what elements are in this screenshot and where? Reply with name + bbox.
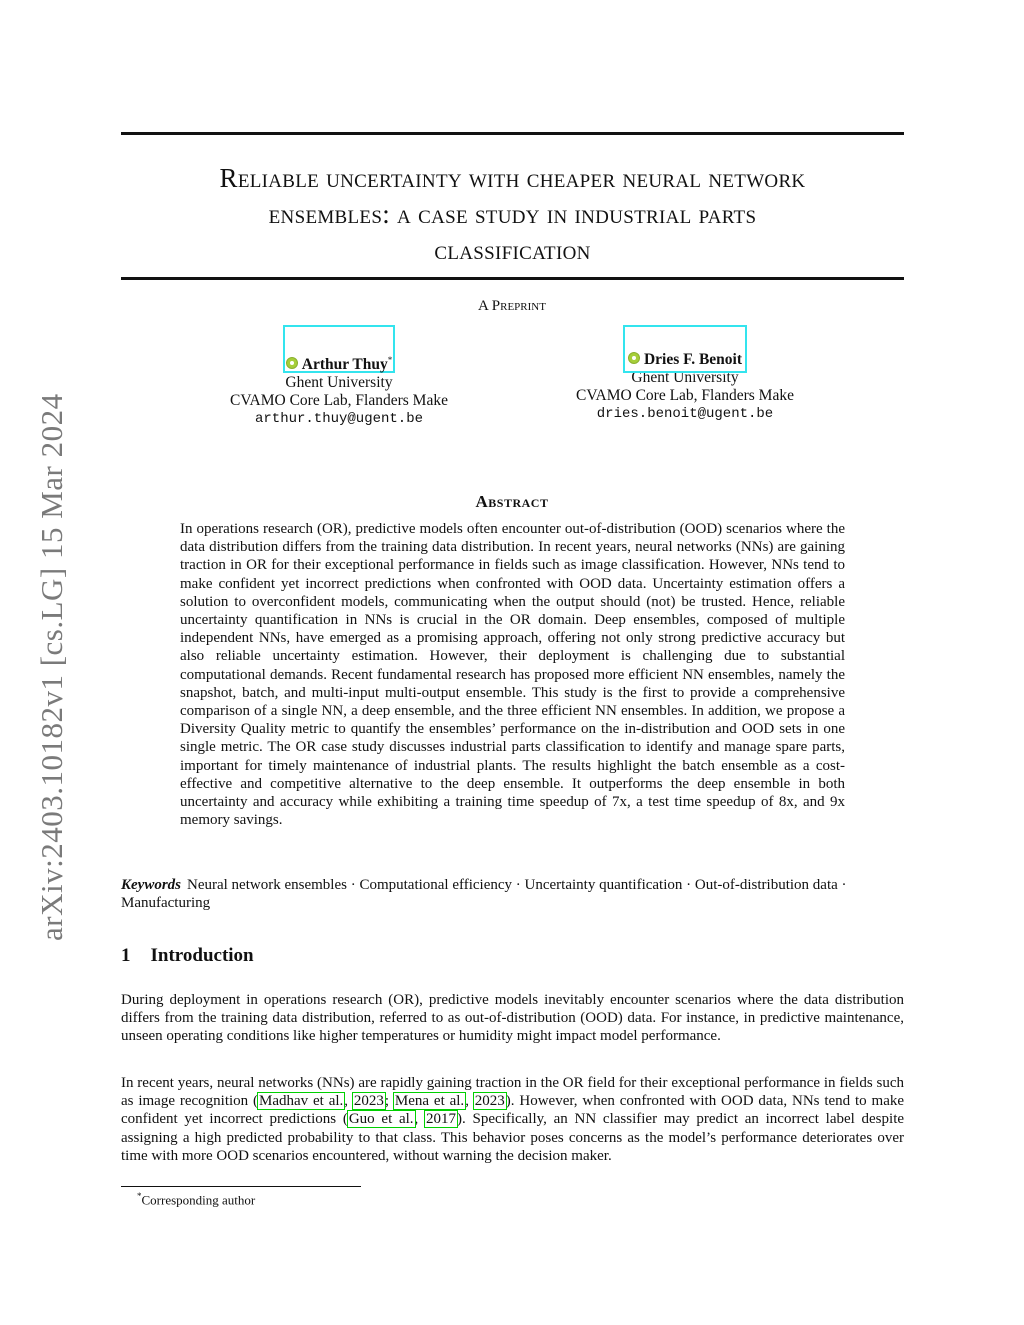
paragraph-text: ). However, when confronted with OOD data, NNs tend to make confident yet incorrect predictions (: [121, 1093, 905, 1128]
section-title: Introduction: [150, 945, 254, 966]
citation-year-link[interactable]: 2023: [474, 1093, 505, 1110]
footnote-rule: [121, 1186, 361, 1187]
paragraph-text: In recent years, neural networks (NNs) are rapidly gaining traction in the OR field for their exceptional performance in fields such as image recognition (: [121, 1075, 904, 1110]
footnote: [137, 1191, 255, 1208]
title-bottom-rule: [121, 277, 904, 280]
citation-link[interactable]: Madhav et al.: [259, 1093, 344, 1110]
author-affiliation: Ghent University: [285, 374, 393, 392]
preprint-label: A Preprint: [478, 298, 546, 314]
author-email[interactable]: arthur.thuy@ugent.be: [254, 411, 424, 428]
author-lab: CVAMO Core Lab, Flanders Make: [576, 387, 794, 404]
section-heading: [121, 945, 254, 967]
title-top-rule: [121, 132, 904, 135]
author-block-2: [515, 351, 855, 423]
abstract-heading: Abstract: [475, 492, 549, 511]
title-line: Reliable uncertainty with cheaper neural network: [219, 163, 806, 193]
corresponding-marker: *: [387, 355, 393, 365]
paper-title: [121, 160, 904, 268]
footnote-text: Corresponding author: [141, 1192, 256, 1208]
keywords-label: Keywords: [121, 877, 181, 893]
title-line: ensembles: a case study in industrial parts: [268, 199, 757, 229]
citation-year-link[interactable]: 2017: [426, 1111, 457, 1128]
orcid-icon[interactable]: [286, 357, 298, 369]
intro-paragraph-2: In recent years, neural networks (NNs) are rapidly gaining traction in the OR field for their exceptional performance in fields such as image recognition (Madhav et al., 2023; Mena et al., 2023). However, when confronted with OOD data, NNs tend to make confident yet incorrect predictions (Guo et al., 2017). Specifically, an NN classifier may predict an incorrect label despite assigning a high predicted probability to that class. This behavior poses concerns as the model’s performance deteriorates over time with more OOD scenarios encountered, without warning the decision maker.: [121, 1075, 905, 1164]
citation-year-link[interactable]: 2023: [353, 1093, 384, 1110]
author-name[interactable]: Arthur Thuy: [301, 356, 388, 374]
author-email[interactable]: dries.benoit@ugent.be: [596, 406, 774, 422]
author-name[interactable]: Dries F. Benoit: [643, 351, 743, 368]
arxiv-side-stamp: arXiv:2403.10182v1 [cs.LG] 15 Mar 2024: [34, 393, 69, 941]
citation-separator: ;: [384, 1093, 394, 1110]
title-line: classification: [434, 235, 591, 265]
section-number: 1: [121, 945, 131, 966]
author-lab: CVAMO Core Lab, Flanders Make: [230, 392, 448, 410]
orcid-icon[interactable]: [628, 352, 640, 364]
intro-paragraph-1: During deployment in operations research (OR), predictive models inevitably encounter scenarios where the data distribution differs from the training data distribution, referred to as out-of-distribution (OOD) data. For instance, in predictive maintenance, unseen operating conditions like higher temperatures or humidity might impact model performance.: [121, 992, 904, 1045]
author-affiliation: Ghent University: [631, 369, 739, 386]
citation-link[interactable]: Guo et al.: [348, 1111, 414, 1128]
keywords-text: Neural network ensembles · Computational efficiency · Uncertainty quantification · Out-of-distribution data · Manufacturing: [121, 877, 847, 912]
abstract-text: In operations research (OR), predictive models often encounter out-of-distribution (OOD) scenarios where the data distribution differs from the training data distribution. In recent years, neural networks (NNs) are gaining traction in OR for their exceptional performance in fields such as image classification. However, NNs tend to make confident yet incorrect predictions when confronted with OOD data. Uncertainty estimation offers a solution to overconfident models, communicating when the output should (not) be trusted. Hence, reliable uncertainty quantification in NNs is crucial in the OR domain. Deep ensembles, composed of multiple independent NNs, have emerged as a promising approach, offering not only strong predictive accuracy but also reliable uncertainty estimation. However, their deployment is challenging due to substantial computational demands. Recent fundamental research has proposed more efficient NN ensembles, namely the snapshot, batch, and multi-input multi-output ensemble. This study is the first to provide a comprehensive comparison of a single NN, a deep ensemble, and the three efficient NN ensembles. In addition, we propose a Diversity Quality metric to quantify the ensembles’ performance on the in-distribution and OOD sets in one single metric. The OR case study discusses industrial parts classification to identify and manage spare parts, important for timely maintenance of industrial plants. The results highlight the batch ensemble as a cost-effective and competitive alternative to the deep ensemble. It outperforms the deep ensemble in both uncertainty and accuracy while exhibiting a training time speedup of 7x, a test time speedup of 8x, and 9x memory savings.: [180, 521, 845, 829]
paragraph-text: ). Specifically, an NN classifier may predict an incorrect label despite assigning a high predicted probability to that class. This behavior poses concerns as the model’s performance deteriorates over time with more OOD scenarios encountered, without warning the decision maker.: [121, 1111, 905, 1164]
keywords: [121, 876, 904, 912]
author-block-1: [169, 351, 509, 428]
citation-link[interactable]: Mena et al.: [394, 1093, 465, 1110]
footnote-marker: *: [137, 1191, 142, 1201]
